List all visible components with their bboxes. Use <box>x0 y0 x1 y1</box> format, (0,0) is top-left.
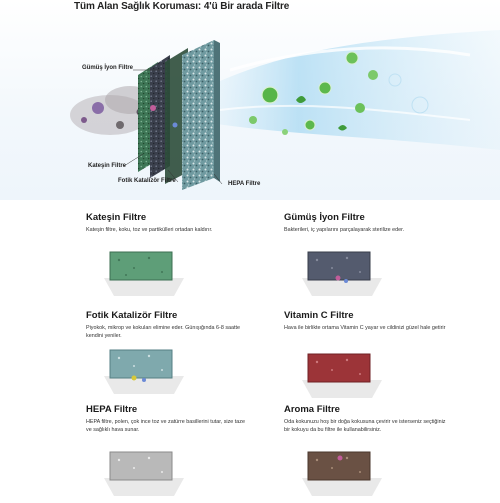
label-hepa: HEPA Filtre <box>228 181 261 187</box>
filter-card-aroma <box>284 404 449 499</box>
card-description: Hava ile birlikte ortama Vitamin C yayar ve cildinizi güzel hale getirir <box>284 325 446 331</box>
aroma-filter-sample <box>302 448 382 498</box>
filter-card-silver-ion <box>284 212 449 307</box>
card-title: HEPA Filtre <box>86 404 138 415</box>
hero-graphic <box>0 0 500 200</box>
hero-title: Tüm Alan Sağlık Koruması: 4'ü Bir arada Filtre <box>74 1 290 12</box>
filter-card-photocatalyst <box>86 310 251 405</box>
hero-illustration <box>0 0 500 200</box>
silver-ion-filter-sample <box>302 248 382 298</box>
card-description: Piyokok, mikrop ve kokuları elimine eder. Günışığında 6-8 saatte kendini yeniler. <box>86 325 241 339</box>
card-description: HEPA filtre, polen, çok ince toz ve zatürre basillerini tutar, size taze ve sağlıklı hava sunar. <box>86 419 245 433</box>
hepa-filter-sample <box>104 448 184 498</box>
card-description: Bakterileri, iç yapılarını parçalayarak sterilize eder. <box>284 227 405 233</box>
label-photocatalyst: Fotik Katalizör Filtre <box>118 178 176 184</box>
filter-card-vitamin-c <box>284 310 449 405</box>
card-title: Vitamin C Filtre <box>284 310 354 321</box>
label-silver-ion: Gümüş İyon Filtre <box>82 65 134 71</box>
filter-card-catechin <box>86 212 251 307</box>
vitamin-c-filter-sample <box>302 350 382 400</box>
card-title: Kateşin Filtre <box>86 212 147 223</box>
card-description: Kateşin filtre, koku, toz ve partikülleri ortadan kaldırır. <box>86 227 213 233</box>
card-title: Gümüş İyon Filtre <box>284 212 365 223</box>
photocatalyst-filter-sample <box>104 346 184 396</box>
card-title: Fotik Katalizör Filtre <box>86 310 178 321</box>
catechin-filter-sample <box>104 248 184 298</box>
card-description: Oda kokunuzu hoş bir doğa kokusuna çevirir ve isterseniz seçtiğiniz bir kokuyu da bu filtre ile kullanabilirsiniz. <box>284 419 446 433</box>
card-title: Aroma Filtre <box>284 404 340 415</box>
label-catechin: Kateşin Filtre <box>88 163 127 169</box>
filter-card-hepa <box>86 404 251 499</box>
filter-cards <box>0 200 500 500</box>
hepa-layer <box>182 40 214 190</box>
